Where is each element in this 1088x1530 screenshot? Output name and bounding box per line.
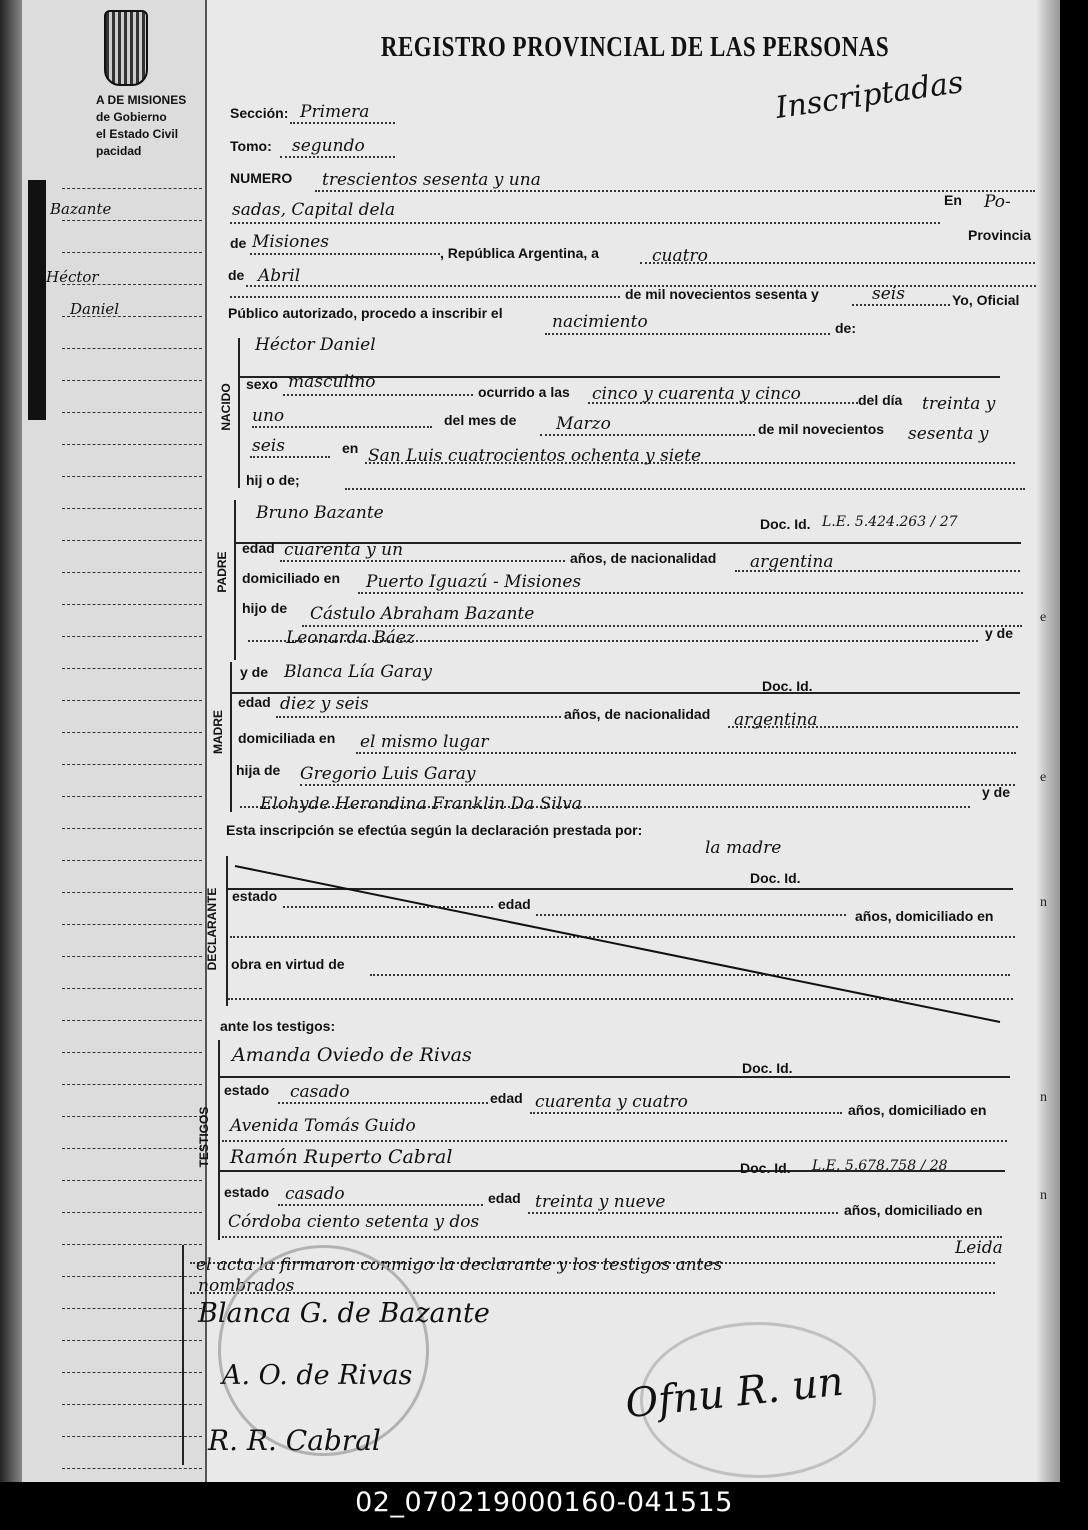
anio-value: seis xyxy=(872,284,905,304)
declarante-doc-label: Doc. Id. xyxy=(750,870,801,886)
margin-annotation: Inscriptadas xyxy=(773,65,966,126)
anio-nacido-value-a: sesenta y xyxy=(908,424,989,444)
del-dia-label: del día xyxy=(858,392,903,408)
madre-y-de-label-2: y de xyxy=(982,784,1011,800)
testigo2-estado-label: estado xyxy=(224,1184,270,1200)
en-lugar-label: en xyxy=(342,440,359,456)
provincia-label: Provincia xyxy=(968,227,1032,243)
testigo1-doc-label: Doc. Id. xyxy=(742,1060,793,1076)
declaracion-label: Esta inscripción se efectúa según la declaración prestada por: xyxy=(226,822,643,838)
leader-line xyxy=(530,1112,842,1114)
madre-edad-value: diez y seis xyxy=(280,694,369,714)
de-label: de xyxy=(230,235,247,251)
anio-nacido-value-b: seis xyxy=(252,436,285,456)
signature-declarante: Blanca G. de Bazante xyxy=(198,1298,490,1329)
stub-line: A DE MISIONES xyxy=(96,93,187,107)
declarante-estado-label: estado xyxy=(232,888,278,904)
testigos-section xyxy=(218,1040,220,1240)
acto-value: nacimiento xyxy=(552,312,648,332)
leader-line xyxy=(528,1212,838,1214)
stub-line: de Gobierno xyxy=(96,110,167,124)
madre-nombre: Blanca Lía Garay xyxy=(284,662,432,682)
signature-testigo-1: A. O. de Rivas xyxy=(222,1360,413,1391)
declaracion-value: la madre xyxy=(705,838,782,858)
cierre-line-a: el acta la firmaron conmigo la declarante y los testigos antes xyxy=(196,1255,723,1275)
padre-dom-value: Puerto Iguazú - Misiones xyxy=(366,572,582,592)
padre-edad-value: cuarenta y un xyxy=(284,540,404,560)
padre-hijo-label: hijo de xyxy=(242,600,288,616)
leader-line xyxy=(278,1102,488,1104)
mes-value-nacido: Marzo xyxy=(556,414,611,434)
edge-glyph: n xyxy=(1040,895,1047,910)
declarante-dom-label: años, domiciliado en xyxy=(855,908,994,924)
declarante-edad-label: edad xyxy=(498,896,531,912)
numero-label: NUMERO xyxy=(230,170,293,186)
edge-glyph: n xyxy=(1040,1188,1047,1203)
stub-given-name-1: Héctor xyxy=(46,268,99,286)
signature-oficial: Ofnu R. un xyxy=(623,1358,846,1428)
leida-text: Leida xyxy=(955,1238,1003,1258)
madre-dom-label: domiciliada en xyxy=(238,730,336,746)
testigo2-dom-label: años, domiciliado en xyxy=(844,1202,983,1218)
madre-nac-label: años, de nacionalidad xyxy=(564,706,711,722)
stub-given-name-2: Daniel xyxy=(70,300,120,318)
oficial-label: Yo, Oficial xyxy=(952,292,1020,308)
tomo-value: segundo xyxy=(292,136,365,156)
rule-line xyxy=(220,1076,1010,1078)
provincia-value: Misiones xyxy=(252,232,329,252)
lugar-value: San Luis cuatrocientos ochenta y siete xyxy=(368,446,702,466)
mes-value: Abril xyxy=(258,266,301,286)
testigo2-doc-value: L.E. 5.678.758 / 28 xyxy=(812,1158,948,1174)
mes-label: del mes de xyxy=(444,412,517,428)
sexo-label: sexo xyxy=(246,376,278,392)
padre-nac-value: argentina xyxy=(750,552,834,572)
madre-edad-label: edad xyxy=(238,694,271,710)
testigo2-edad-label: edad xyxy=(488,1190,521,1206)
document-title: REGISTRO PROVINCIAL DE LAS PERSONAS xyxy=(380,30,890,62)
testigo2-edad-value: treinta y nueve xyxy=(535,1192,666,1212)
edge-glyph: e xyxy=(1040,610,1047,625)
madre-y-de-label: y de xyxy=(240,664,269,680)
testigo1-edad-label: edad xyxy=(490,1090,523,1106)
ante-testigos-label: ante los testigos: xyxy=(220,1018,336,1034)
madre-hija-label: hija de xyxy=(236,762,281,778)
nacido-section-label: NACIDO xyxy=(219,383,233,431)
padre-dom-label: domiciliado en xyxy=(242,570,341,586)
madre-doc-label: Doc. Id. xyxy=(762,678,813,694)
seccion-value: Primera xyxy=(300,102,370,122)
padre-edad-label: edad xyxy=(242,540,275,556)
ciudad-value-a: Po- xyxy=(984,192,1011,212)
padre-padre-value: Cástulo Abraham Bazante xyxy=(310,604,535,624)
testigo1-dom-label: años, domiciliado en xyxy=(848,1102,987,1118)
padre-doc-label: Doc. Id. xyxy=(760,516,811,532)
padre-nac-label: años, de nacionalidad xyxy=(570,550,717,566)
cierre-line-b: nombrados xyxy=(198,1276,295,1296)
leader-line xyxy=(278,1204,483,1206)
padre-section-label: PADRE xyxy=(215,551,229,593)
padre-nombre: Bruno Bazante xyxy=(256,503,384,523)
de3-label: de: xyxy=(835,320,856,336)
ocurrido-label: ocurrido a las xyxy=(478,384,570,400)
testigo1-nombre: Amanda Oviedo de Rivas xyxy=(232,1044,472,1066)
tomo-label: Tomo: xyxy=(230,138,272,154)
leader-line xyxy=(222,1236,1002,1238)
stub-line: pacidad xyxy=(96,144,142,158)
edge-glyph: n xyxy=(1040,1090,1047,1105)
hora-value: cinco y cuarenta y cinco xyxy=(592,384,801,404)
padre-y-de-label: y de xyxy=(985,625,1014,641)
testigo2-nombre: Ramón Ruperto Cabral xyxy=(230,1146,453,1168)
publico-label: Público autorizado, procedo a inscribir el xyxy=(228,305,503,321)
madre-section-label: MADRE xyxy=(211,710,225,754)
declarante-section-label: DECLARANTE xyxy=(205,887,219,971)
testigo1-estado-value: casado xyxy=(290,1082,350,1102)
stub-surname: Bazante xyxy=(50,200,112,218)
seccion-label: Sección: xyxy=(230,105,289,121)
republica-label: , República Argentina, a xyxy=(440,245,599,261)
obra-label: obra en virtud de xyxy=(231,956,345,972)
testigo2-dom-value: Córdoba ciento setenta y dos xyxy=(228,1212,480,1232)
signature-margin xyxy=(182,1245,184,1465)
de2-label: de xyxy=(228,267,245,283)
anio-label: de mil novecientos sesenta y xyxy=(625,286,819,302)
signature-testigo-2: R. R. Cabral xyxy=(208,1424,381,1457)
leader-line xyxy=(222,1140,1007,1142)
dia-value-a: treinta y xyxy=(922,394,996,414)
hijo-label: hij o de; xyxy=(246,472,300,488)
anio-nacido-label: de mil novecientos xyxy=(758,421,885,437)
sexo-value: masculino xyxy=(288,372,376,392)
dia-value: cuatro xyxy=(652,246,708,266)
madre-madre-value: Elohyde Herondina Franklin Da Silva xyxy=(260,794,582,814)
testigo1-estado-label: estado xyxy=(224,1082,270,1098)
en-label: En xyxy=(944,192,962,208)
madre-nac-value: argentina xyxy=(734,710,818,730)
testigos-section-label: TESTIGOS xyxy=(197,1106,211,1168)
edge-glyph: e xyxy=(1040,770,1047,785)
madre-padre-value: Gregorio Luis Garay xyxy=(300,764,476,784)
padre-madre-value: Leonarda Báez xyxy=(286,628,415,648)
madre-dom-value: el mismo lugar xyxy=(360,732,489,752)
dia-value-b: uno xyxy=(252,406,285,426)
nacido-nombre: Héctor Daniel xyxy=(255,335,376,355)
stub-line: el Estado Civil xyxy=(96,127,179,141)
ciudad-value-b: sadas, Capital dela xyxy=(232,200,396,220)
strike-line xyxy=(235,866,1000,1022)
document-id: 02_070219000160-041515 xyxy=(355,1487,733,1518)
numero-value: trescientos sesenta y una xyxy=(322,170,541,190)
testigo1-edad-value: cuarenta y cuatro xyxy=(535,1092,688,1112)
testigo2-estado-value: casado xyxy=(285,1184,345,1204)
testigo2-doc-label: Doc. Id. xyxy=(740,1160,791,1176)
testigo1-dom-value: Avenida Tomás Guido xyxy=(230,1116,416,1136)
padre-doc-value: L.E. 5.424.263 / 27 xyxy=(822,514,958,530)
